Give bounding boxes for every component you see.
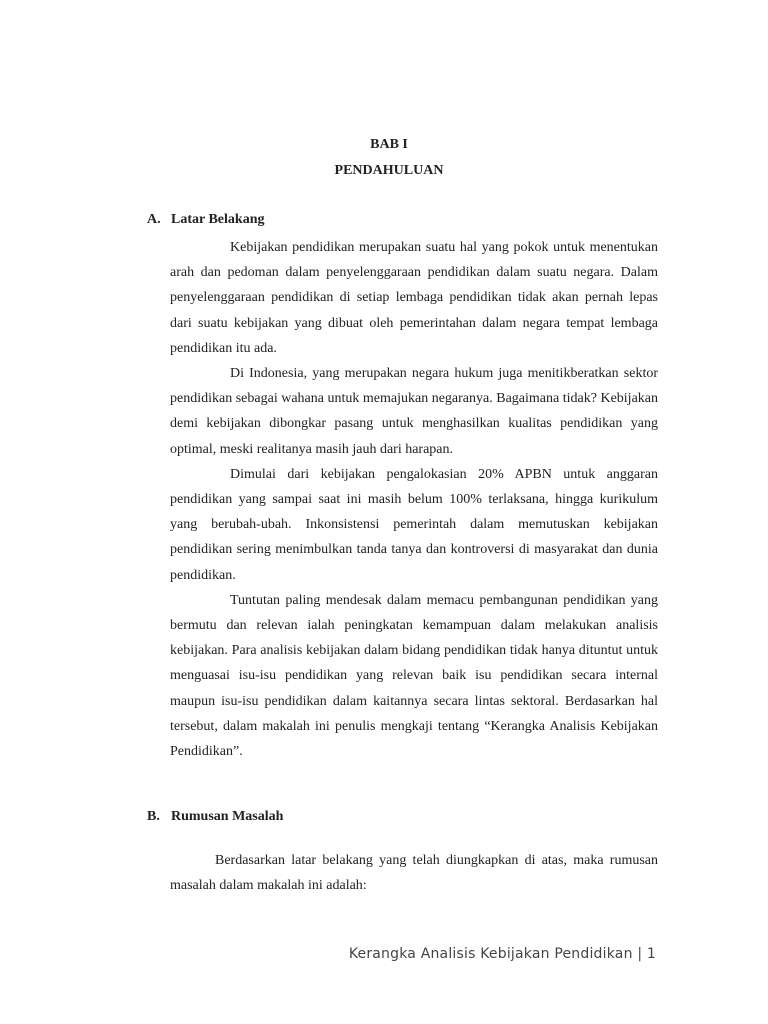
paragraph: Di Indonesia, yang merupakan negara hukum juga menitikberatkan sektor pendidikan sebagai wahana untuk memajukan negaranya. Bagaimana tidak? Kebijakan demi kebijakan dibongkar pasang untuk menghasilkan kualitas pendidikan yang optimal, meski realitanya masih jauh dari harapan. (170, 366, 658, 457)
section-b-body (170, 848, 658, 898)
chapter-title: PENDAHULUAN (334, 163, 444, 178)
section-a-label: A. (147, 212, 161, 227)
section-a-title: Latar Belakang (171, 212, 265, 227)
paragraph: Kebijakan pendidikan merupakan suatu hal yang pokok untuk menentukan arah dan pedoman dalam penyelenggaraan pendidikan dalam suatu negara. Dalam penyelenggaraan pendidikan di setiap lembaga pendidikan tidak akan pernah lepas dari suatu kebijakan yang dibuat oleh pemerintahan dalam negara tempat lembaga pendidikan itu ada. (170, 240, 658, 356)
section-b-title: Rumusan Masalah (171, 809, 284, 824)
chapter-number: BAB I (370, 137, 408, 152)
footer-separator: | (637, 946, 643, 962)
section-b-heading (147, 809, 283, 825)
page-footer (349, 946, 656, 962)
section-b-label: B. (147, 809, 160, 824)
paragraph: Berdasarkan latar belakang yang telah diungkapkan di atas, maka rumusan masalah dalam makalah ini adalah: (170, 853, 658, 894)
paragraph: Dimulai dari kebijakan pengalokasian 20% APBN untuk anggaran pendidikan yang sampai saat ini masih belum 100% terlaksana, hingga kurikulum yang berubah-ubah. Inkonsistensi pemerintah dalam memutuskan kebijakan pendidikan sering menimbulkan tanda tanya dan kontroversi di masyarakat dan dunia pendidikan. (170, 466, 658, 583)
paragraph: Tuntutan paling mendesak dalam memacu pembangunan pendidikan yang bermutu dan relevan ialah peningkatan kemampuan dalam melakukan analisis kebijakan. Para analisis kebijakan dalam bidang pendidikan tidak hanya dituntut untuk menguasai isu-isu pendidikan yang relevan baik isu pendidikan secara internal maupun isu-isu pendidikan dalam kaitannya secara lintas sektoral. Berdasarkan hal tersebut, dalam makalah ini penulis mengkaji tentang “Kerangka Analisis Kebijakan Pendidikan”. (170, 592, 658, 760)
section-a-heading (147, 212, 264, 228)
section-a-body (170, 235, 658, 764)
page-number: 1 (646, 946, 656, 962)
footer-title: Kerangka Analisis Kebijakan Pendidikan (348, 946, 633, 962)
